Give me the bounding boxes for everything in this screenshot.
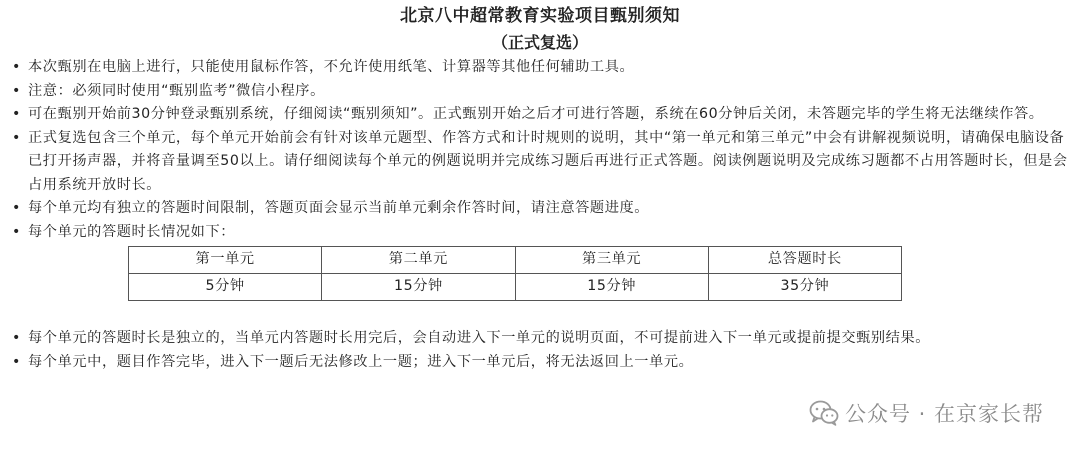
- table-header-cell: 第二单元: [322, 247, 515, 274]
- watermark-text: 公众号 · 在京家长帮: [844, 402, 1044, 426]
- duration-table: [128, 246, 902, 301]
- table-header-cell: 总答题时长: [708, 247, 901, 274]
- wechat-icon: [809, 400, 839, 426]
- notice-item: • 每个单元的答题时长是独立的，当单元内答题时长用完后，会自动进入下一单元的说明页面，不可提前进入下一单元或提前提交甄别结果。: [12, 327, 1074, 351]
- table-header-cell: 第一单元: [129, 247, 322, 274]
- table-header-cell: 第三单元: [515, 247, 708, 274]
- watermark: [809, 398, 1044, 428]
- notice-item: • 注意：必须同时使用“甄别监考”微信小程序。: [12, 80, 1074, 104]
- table-cell: 15分钟: [322, 274, 515, 301]
- notice-item: • 每个单元均有独立的答题时间限制，答题页面会显示当前单元剩余作答时间，请注意答题进度。: [12, 197, 1074, 221]
- notice-item: • 正式复选包含三个单元，每个单元开始前会有针对该单元题型、作答方式和计时规则的说明，其中“第一单元和第三单元”中会有讲解视频说明，请确保电脑设备已打开扬声器，并将音量调至50以上。请仔细阅读每个单元的例题说明并完成练习题后再进行正式答题。阅读例题说明及完成练习题都不占用答题时长，但是会占用系统开放时长。: [12, 127, 1074, 198]
- notice-item: • 每个单元的答题时长情况如下：: [12, 221, 1074, 245]
- table-cell: 35分钟: [708, 274, 901, 301]
- table-cell: 5分钟: [129, 274, 322, 301]
- page-title: 北京八中超常教育实验项目甄别须知: [400, 6, 680, 26]
- table-header-row: [129, 247, 902, 274]
- notice-content: [12, 56, 1074, 374]
- table-cell: 15分钟: [515, 274, 708, 301]
- notice-item: • 每个单元中，题目作答完毕，进入下一题后无法修改上一题；进入下一单元后，将无法返回上一单元。: [12, 351, 1074, 375]
- notice-item: • 可在甄别开始前30分钟登录甄别系统，仔细阅读“甄别须知”。正式甄别开始之后才可进行答题，系统在60分钟后关闭，未答题完毕的学生将无法继续作答。: [12, 103, 1074, 127]
- table-row: [129, 274, 902, 301]
- notice-item: • 本次甄别在电脑上进行，只能使用鼠标作答，不允许使用纸笔、计算器等其他任何辅助工具。: [12, 56, 1074, 80]
- page-subtitle: （正式复选）: [491, 33, 588, 52]
